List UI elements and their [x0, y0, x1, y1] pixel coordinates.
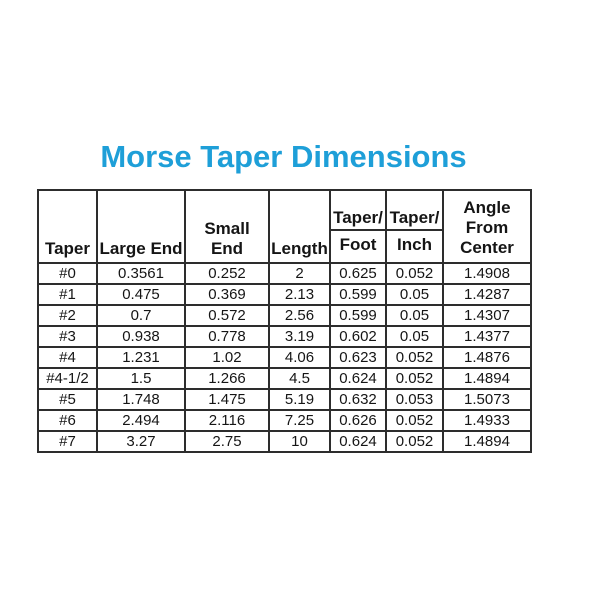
table-cell: 0.632: [330, 389, 386, 410]
table-cell: 2: [269, 263, 330, 284]
table-cell: 3.19: [269, 326, 330, 347]
col-header-label-top: Taper/: [387, 191, 442, 231]
table-cell: 0.475: [97, 284, 185, 305]
col-header-label-top: Taper/: [331, 191, 385, 231]
table-row: [38, 368, 531, 389]
table-cell: 0.7: [97, 305, 185, 326]
table-cell: 2.56: [269, 305, 330, 326]
table-cell: 1.5: [97, 368, 185, 389]
table-cell: #4-1/2: [38, 368, 97, 389]
table-cell: 4.06: [269, 347, 330, 368]
table-row: [38, 389, 531, 410]
table-cell: 0.052: [386, 347, 443, 368]
table-cell: 1.02: [185, 347, 269, 368]
table-cell: 4.5: [269, 368, 330, 389]
table-cell: 1.475: [185, 389, 269, 410]
table-cell: #5: [38, 389, 97, 410]
table-cell: 0.369: [185, 284, 269, 305]
table-cell: 0.778: [185, 326, 269, 347]
table-cell: 0.572: [185, 305, 269, 326]
split-header: [387, 191, 442, 258]
table-cell: 1.4307: [443, 305, 531, 326]
table-cell: 1.5073: [443, 389, 531, 410]
table-cell: 2.75: [185, 431, 269, 452]
table-row: [38, 410, 531, 431]
table-row: [38, 284, 531, 305]
col-header-taper-per-inch: [386, 190, 443, 263]
table-cell: 2.116: [185, 410, 269, 431]
table-cell: 2.494: [97, 410, 185, 431]
table-cell: 0.05: [386, 305, 443, 326]
col-header-angle-from-center: [443, 190, 531, 263]
page-title: Morse Taper Dimensions: [100, 139, 467, 174]
table-area: [37, 139, 530, 453]
table-cell: 3.27: [97, 431, 185, 452]
table-cell: 1.4876: [443, 347, 531, 368]
table-cell: #1: [38, 284, 97, 305]
table-cell: 1.4894: [443, 431, 531, 452]
table-row: [38, 431, 531, 452]
table-cell: 0.053: [386, 389, 443, 410]
header-row: [38, 190, 531, 263]
table-cell: 0.938: [97, 326, 185, 347]
table-cell: 5.19: [269, 389, 330, 410]
table-cell: 0.599: [330, 305, 386, 326]
table-cell: 0.623: [330, 347, 386, 368]
col-header-label: Foot: [339, 235, 377, 254]
table-cell: 1.4287: [443, 284, 531, 305]
split-header: [331, 191, 385, 258]
table-cell: 1.4908: [443, 263, 531, 284]
table-cell: 0.05: [386, 326, 443, 347]
col-header-taper-per-foot: [330, 190, 386, 263]
table-cell: 2.13: [269, 284, 330, 305]
table-row: [38, 326, 531, 347]
table-cell: #0: [38, 263, 97, 284]
table-cell: 0.252: [185, 263, 269, 284]
col-header-label: Taper: [44, 239, 91, 258]
table-cell: 1.4894: [443, 368, 531, 389]
table-cell: 0.3561: [97, 263, 185, 284]
table-cell: 0.052: [386, 431, 443, 452]
table-cell: 0.599: [330, 284, 386, 305]
table-cell: 7.25: [269, 410, 330, 431]
table-cell: 1.748: [97, 389, 185, 410]
table-cell: 0.626: [330, 410, 386, 431]
col-header-label: Length: [271, 239, 328, 258]
table-cell: 0.624: [330, 368, 386, 389]
col-header-taper: [38, 190, 97, 263]
table-cell: 0.052: [386, 263, 443, 284]
col-header-label-line: Center: [460, 237, 514, 257]
col-header-length: [269, 190, 330, 263]
table-cell: 0.624: [330, 431, 386, 452]
table-cell: 1.4377: [443, 326, 531, 347]
table-row: [38, 347, 531, 368]
col-header-large-end: [97, 190, 185, 263]
table-header: [38, 190, 531, 263]
table-cell: #4: [38, 347, 97, 368]
table-cell: 0.05: [386, 284, 443, 305]
table-body: [38, 263, 531, 452]
table-cell: #6: [38, 410, 97, 431]
table-cell: 0.052: [386, 410, 443, 431]
table-cell: 10: [269, 431, 330, 452]
table-row: [38, 305, 531, 326]
table-cell: #7: [38, 431, 97, 452]
table-cell: 0.625: [330, 263, 386, 284]
table-cell: #3: [38, 326, 97, 347]
morse-taper-table: [37, 189, 532, 453]
col-header-label: Inch: [397, 235, 432, 254]
table-cell: 1.231: [97, 347, 185, 368]
col-header-label: Small End: [204, 219, 250, 258]
table-cell: 0.602: [330, 326, 386, 347]
table-cell: #2: [38, 305, 97, 326]
col-header-label-line: Angle: [463, 197, 511, 217]
col-header-label: Large End: [99, 239, 183, 258]
table-cell: 1.4933: [443, 410, 531, 431]
col-header-label-line: From: [465, 217, 509, 237]
col-header-small-end: [185, 190, 269, 263]
table-cell: 1.266: [185, 368, 269, 389]
table-row: [38, 263, 531, 284]
table-cell: 0.052: [386, 368, 443, 389]
